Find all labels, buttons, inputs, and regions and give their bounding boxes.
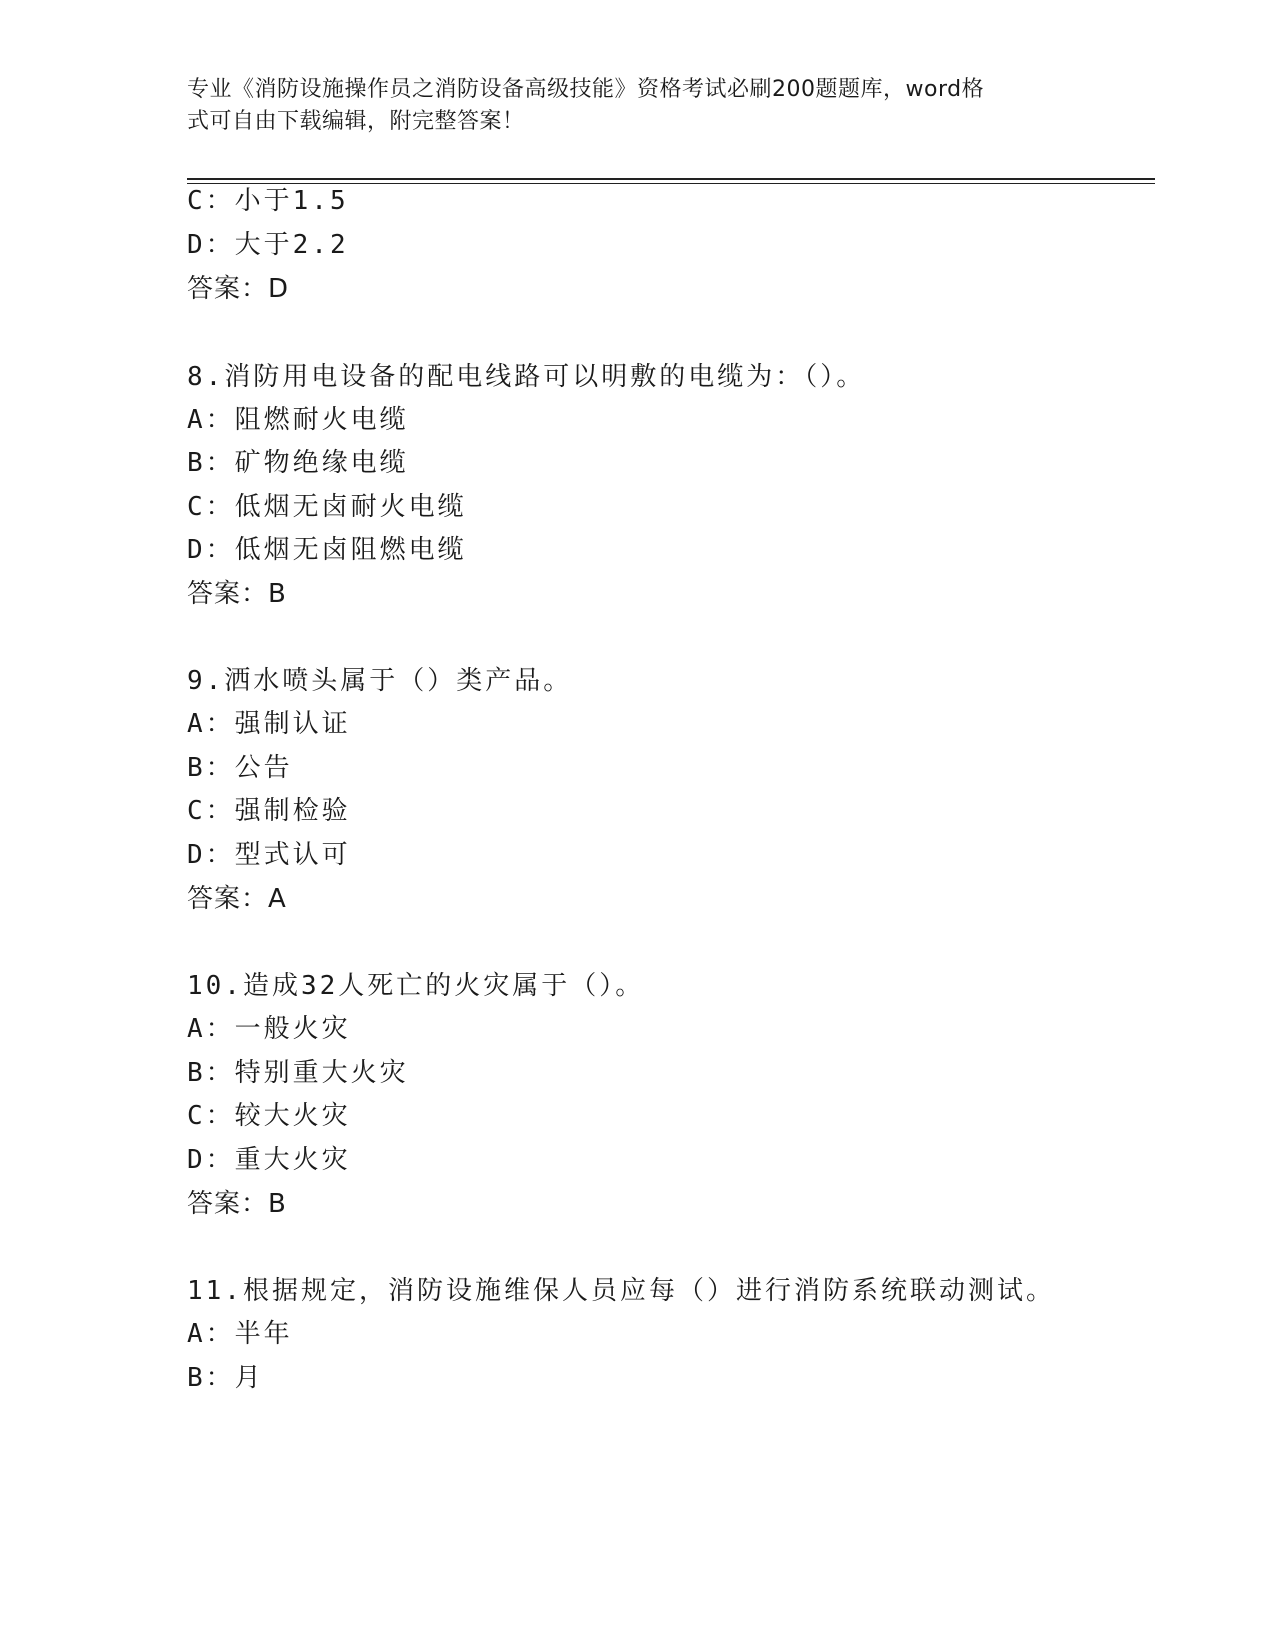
- answer-line: 答案：D: [187, 274, 290, 304]
- document-header: [187, 74, 1067, 138]
- option-line: A：半年: [187, 1319, 293, 1349]
- header-divider-thin: [187, 183, 1155, 184]
- answer-line: 答案：B: [187, 579, 287, 609]
- option-line: B：公告: [187, 753, 293, 783]
- option-line: C：低烟无卤耐火电缆: [187, 492, 467, 522]
- question-line: 9.洒水喷头属于（）类产品。: [187, 666, 573, 696]
- option-line: D：型式认可: [187, 840, 351, 870]
- header-divider-thick: [187, 178, 1155, 180]
- option-line: A：一般火灾: [187, 1014, 351, 1044]
- answer-line: 答案：B: [187, 1189, 287, 1219]
- header-line-1: 专业《消防设施操作员之消防设备高级技能》资格考试必刷200题题库，word格: [187, 77, 985, 102]
- question-line: 10.造成32人死亡的火灾属于（）。: [187, 971, 645, 1001]
- header-line-2: 式可自由下载编辑，附完整答案！: [187, 109, 525, 134]
- option-line: B：月: [187, 1363, 264, 1393]
- option-line: D：大于2.2: [187, 230, 349, 260]
- option-line: B：特别重大火灾: [187, 1058, 409, 1088]
- option-line: C：小于1.5: [187, 186, 349, 216]
- answer-line: 答案：A: [187, 884, 287, 914]
- option-line: C：较大火灾: [187, 1101, 351, 1131]
- option-line: B：矿物绝缘电缆: [187, 448, 409, 478]
- option-line: A：阻燃耐火电缆: [187, 405, 409, 435]
- option-line: A：强制认证: [187, 709, 351, 739]
- question-line: 11.根据规定，消防设施维保人员应每（）进行消防系统联动测试。: [187, 1276, 1055, 1306]
- option-line: C：强制检验: [187, 796, 351, 826]
- option-line: D：重大火灾: [187, 1145, 351, 1175]
- question-line: 8.消防用电设备的配电线路可以明敷的电缆为：（）。: [187, 362, 866, 392]
- option-line: D：低烟无卤阻燃电缆: [187, 535, 467, 565]
